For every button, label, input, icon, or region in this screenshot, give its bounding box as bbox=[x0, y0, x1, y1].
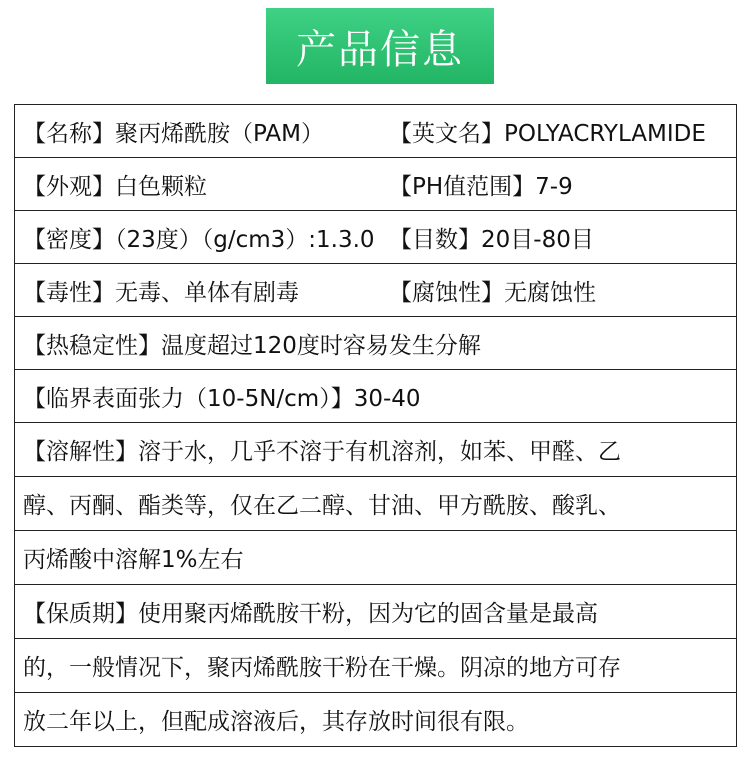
name-field: 【名称】聚丙烯酰胺（PAM） bbox=[23, 120, 324, 147]
solubility-line-2: 醇、丙酮、酯类等，仅在乙二醇、甘油、甲方酰胺、酸乳、 bbox=[23, 493, 621, 519]
table-row bbox=[15, 370, 736, 423]
table-row bbox=[15, 105, 736, 158]
table-row bbox=[15, 639, 736, 693]
table-row bbox=[15, 158, 736, 211]
table-row bbox=[15, 317, 736, 370]
density-field: 【密度】（23度）（g/cm3）:1.3.0 bbox=[23, 226, 375, 253]
ph-range-field: 【PH值范围】7-9 bbox=[389, 173, 573, 200]
english-name-field: 【英文名】POLYACRYLAMIDE bbox=[389, 120, 706, 147]
table-row bbox=[15, 477, 736, 531]
shelf-life-line-2: 的，一般情况下，聚丙烯酰胺干粉在干燥。阴凉的地方可存 bbox=[23, 655, 621, 681]
corrosiveness-field: 【腐蚀性】无腐蚀性 bbox=[389, 279, 596, 306]
solubility-line-3: 丙烯酸中溶解1%左右 bbox=[23, 547, 244, 573]
table-row bbox=[15, 211, 736, 264]
appearance-field: 【外观】白色颗粒 bbox=[23, 173, 207, 200]
solubility-line-1: 【溶解性】溶于水，几乎不溶于有机溶剂，如苯、甲醛、乙 bbox=[23, 439, 621, 465]
table-row bbox=[15, 264, 736, 317]
table-row bbox=[15, 585, 736, 639]
page-title: 产品信息 bbox=[296, 26, 464, 73]
shelf-life-line-1: 【保质期】使用聚丙烯酰胺干粉，因为它的固含量是最高 bbox=[23, 601, 598, 627]
surface-tension-field: 【临界表面张力（10-5N/cm）】30-40 bbox=[23, 385, 421, 412]
table-row bbox=[15, 531, 736, 585]
title-banner bbox=[266, 8, 494, 84]
table-row bbox=[15, 693, 736, 747]
thermal-stability-field: 【热稳定性】温度超过120度时容易发生分解 bbox=[23, 332, 481, 359]
toxicity-field: 【毒性】无毒、单体有剧毒 bbox=[23, 279, 299, 306]
mesh-field: 【目数】20目-80目 bbox=[389, 226, 594, 253]
table-row bbox=[15, 423, 736, 477]
product-info-table bbox=[14, 104, 737, 747]
shelf-life-line-3: 放二年以上，但配成溶液后，其存放时间很有限。 bbox=[23, 709, 529, 735]
